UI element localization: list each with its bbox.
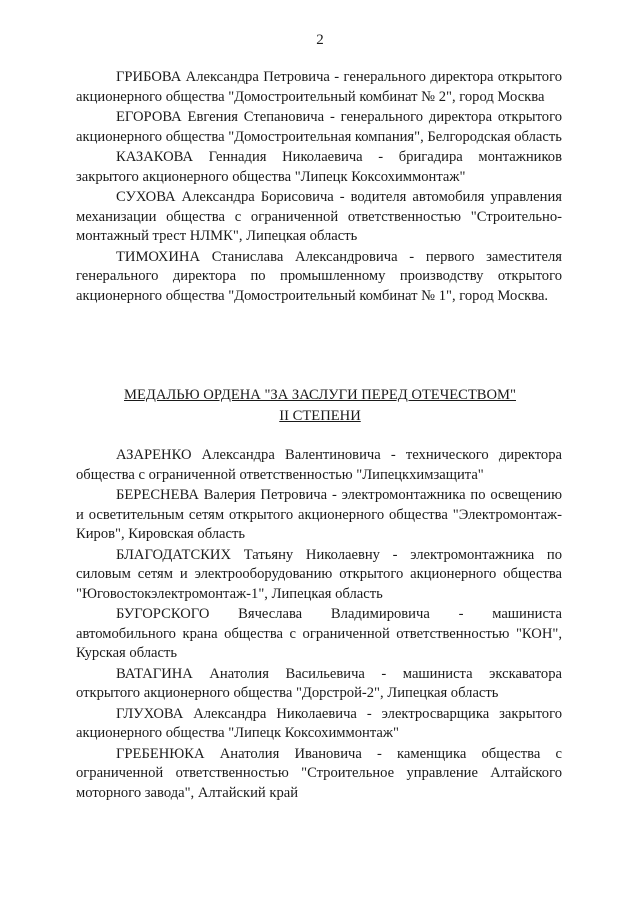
award-heading-line-1: МЕДАЛЬЮ ОРДЕНА "ЗА ЗАСЛУГИ ПЕРЕД ОТЕЧЕСТВОМ"	[124, 387, 516, 403]
award-entry: БЕРЕСНЕВА Валерия Петровича - электромонтажника по освещению и осветительным сетям открытого акционерного общества "Электромонтаж-Киров", Кировская область	[76, 487, 562, 542]
award-entry: ГРИБОВА Александра Петровича - генерального директора открытого акционерного общества "Домостроительный комбинат № 2", город Москва	[76, 69, 562, 105]
award-entry: ГРЕБЕНЮКА Анатолия Ивановича - каменщика общества с ограниченной ответственностью "Строительное управление Алтайского моторного завода", Алтайский край	[76, 745, 562, 801]
award-entry: ГЛУХОВА Александра Николаевича - электросварщика закрытого акционерного общества "Липецк Коксохиммонтаж"	[76, 705, 562, 741]
award-entry: БУГОРСКОГО Вячеслава Владимировича - машиниста автомобильного крана общества с ограниченной ответственностью "КОН", Курская область	[76, 606, 562, 661]
award-list-1	[76, 68, 562, 307]
award-entry: СУХОВА Александра Борисовича - водителя автомобиля управления механизации общества с ограниченной ответственностью "Строительно-монтажный трест НЛМК", Липецкая область	[76, 189, 562, 244]
page-number: 2	[316, 32, 324, 48]
award-entry: АЗАРЕНКО Александра Валентиновича - технического директора общества с ограниченной ответственностью "Липецкхимзащита"	[76, 447, 562, 483]
award-entry: КАЗАКОВА Геннадия Николаевича - бригадира монтажников закрытого акционерного общества "Липецк Коксохиммонтаж"	[76, 149, 562, 185]
award-heading	[0, 385, 640, 427]
award-list-2	[76, 446, 562, 804]
award-entry: БЛАГОДАТСКИХ Татьяну Николаевну - электромонтажника по силовым сетям и электрооборудованию открытого акционерного общества "Юговостокэлектромонтаж-1", Липецкая область	[76, 546, 562, 602]
award-entry: ЕГОРОВА Евгения Степановича - генерального директора открытого акционерного общества "Домостроительная компания", Белгородская область	[76, 109, 562, 145]
award-entry: ТИМОХИНА Станислава Александровича - первого заместителя генерального директора по промышленному производству открытого акционерного общества "Домостроительный комбинат № 1", город Москва.	[76, 248, 562, 304]
award-entry: ВАТАГИНА Анатолия Васильевича - машиниста экскаватора открытого акционерного общества "Дорстрой-2", Липецкая область	[76, 665, 562, 701]
award-heading-line-2: II СТЕПЕНИ	[279, 408, 361, 424]
